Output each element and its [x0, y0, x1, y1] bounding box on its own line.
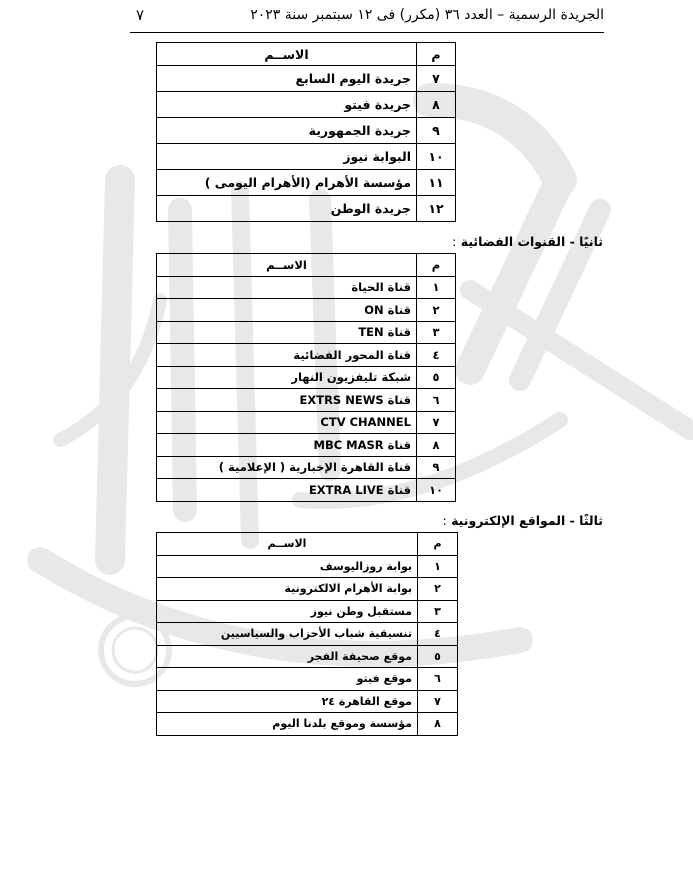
satellite-channels-table [156, 253, 456, 502]
row-name: قناة EXTRA LIVE [157, 479, 417, 502]
table-row [157, 321, 456, 344]
table-row [157, 66, 456, 92]
row-number: ١٢ [417, 196, 456, 222]
row-name: قناة الحياة [157, 276, 417, 299]
row-number: ٤ [418, 623, 458, 646]
table-row [157, 713, 458, 736]
column-header-number: م [417, 43, 456, 66]
header-divider [130, 32, 604, 33]
row-name: قناة MBC MASR [157, 434, 417, 457]
table-row [157, 555, 458, 578]
row-number: ١٠ [417, 144, 456, 170]
row-number: ٩ [417, 456, 456, 479]
table-header-row [157, 43, 456, 66]
row-number: ١١ [417, 170, 456, 196]
row-name: بوابة روزاليوسف [157, 555, 418, 578]
table-row [157, 690, 458, 713]
section-heading-text: ثانيًا - القنوات الفضائية [460, 234, 603, 249]
row-number: ٨ [417, 434, 456, 457]
websites-heading [443, 513, 603, 528]
section-heading-colon: : [442, 513, 447, 528]
row-number: ٧ [417, 66, 456, 92]
row-name: جريدة فيتو [157, 92, 417, 118]
row-name: قناة ON [157, 299, 417, 322]
section-heading-text: ثالثًا - المواقع الإلكترونية [451, 513, 603, 528]
row-number: ٢ [417, 299, 456, 322]
row-name: CTV CHANNEL [157, 411, 417, 434]
row-number: ٦ [418, 668, 458, 691]
row-number: ٨ [417, 92, 456, 118]
satellite-channels-heading [452, 234, 603, 249]
table-row [157, 645, 458, 668]
row-number: ٢ [418, 578, 458, 601]
table-row [157, 600, 458, 623]
table-row [157, 389, 456, 412]
page-number: ٧ [136, 6, 145, 24]
row-number: ٤ [417, 344, 456, 367]
table-row [157, 366, 456, 389]
row-name: شبكة تليفزيون النهار [157, 366, 417, 389]
page-header [130, 4, 604, 30]
table-row [157, 434, 456, 457]
section-heading-colon: : [452, 234, 457, 249]
gazette-title: الجريدة الرسمية – العدد ٣٦ (مكرر) فى ١٢ سبتمبر سنة ٢٠٢٣ [250, 7, 604, 23]
table-row [157, 144, 456, 170]
column-header-number: م [417, 254, 456, 277]
table-row [157, 92, 456, 118]
row-name: جريدة الجمهورية [157, 118, 417, 144]
table-row [157, 344, 456, 367]
row-name: قناة EXTRS NEWS [157, 389, 417, 412]
row-name: البوابة نيوز [157, 144, 417, 170]
websites-table [156, 532, 458, 736]
row-number: ٩ [417, 118, 456, 144]
row-name: قناة المحور الفضائية [157, 344, 417, 367]
row-number: ٨ [418, 713, 458, 736]
row-number: ١٠ [417, 479, 456, 502]
row-number: ٣ [418, 600, 458, 623]
column-header-name: الاســم [157, 254, 417, 277]
row-name: جريدة اليوم السابع [157, 66, 417, 92]
table-row [157, 668, 458, 691]
row-number: ١ [418, 555, 458, 578]
table-row [157, 411, 456, 434]
row-name: تنسيقية شباب الأحزاب والسياسيين [157, 623, 418, 646]
row-name: مستقبل وطن نيوز [157, 600, 418, 623]
row-name: جريدة الوطن [157, 196, 417, 222]
table-row [157, 623, 458, 646]
row-name: موقع صحيفة الفجر [157, 645, 418, 668]
row-name: مؤسسة الأهرام (الأهرام اليومى ) [157, 170, 417, 196]
row-name: قناة القاهرة الإخبارية ( الإعلامية ) [157, 456, 417, 479]
column-header-number: م [418, 533, 458, 556]
row-name: قناة TEN [157, 321, 417, 344]
row-name: موقع القاهرة ٢٤ [157, 690, 418, 713]
row-number: ٦ [417, 389, 456, 412]
table-row [157, 196, 456, 222]
column-header-name: الاســم [157, 43, 417, 66]
column-header-name: الاســم [157, 533, 418, 556]
row-number: ١ [417, 276, 456, 299]
row-name: موقع فيتو [157, 668, 418, 691]
row-name: بوابة الأهرام الالكترونية [157, 578, 418, 601]
row-number: ٥ [418, 645, 458, 668]
table-row [157, 276, 456, 299]
table-row [157, 118, 456, 144]
table-header-row [157, 533, 458, 556]
table-row [157, 578, 458, 601]
row-number: ٧ [417, 411, 456, 434]
table-header-row [157, 254, 456, 277]
row-number: ٧ [418, 690, 458, 713]
table-row [157, 456, 456, 479]
row-number: ٥ [417, 366, 456, 389]
table-row [157, 299, 456, 322]
table-row [157, 170, 456, 196]
row-name: مؤسسة وموقع بلدنا اليوم [157, 713, 418, 736]
row-number: ٣ [417, 321, 456, 344]
table-row [157, 479, 456, 502]
newspapers-table [156, 42, 456, 222]
